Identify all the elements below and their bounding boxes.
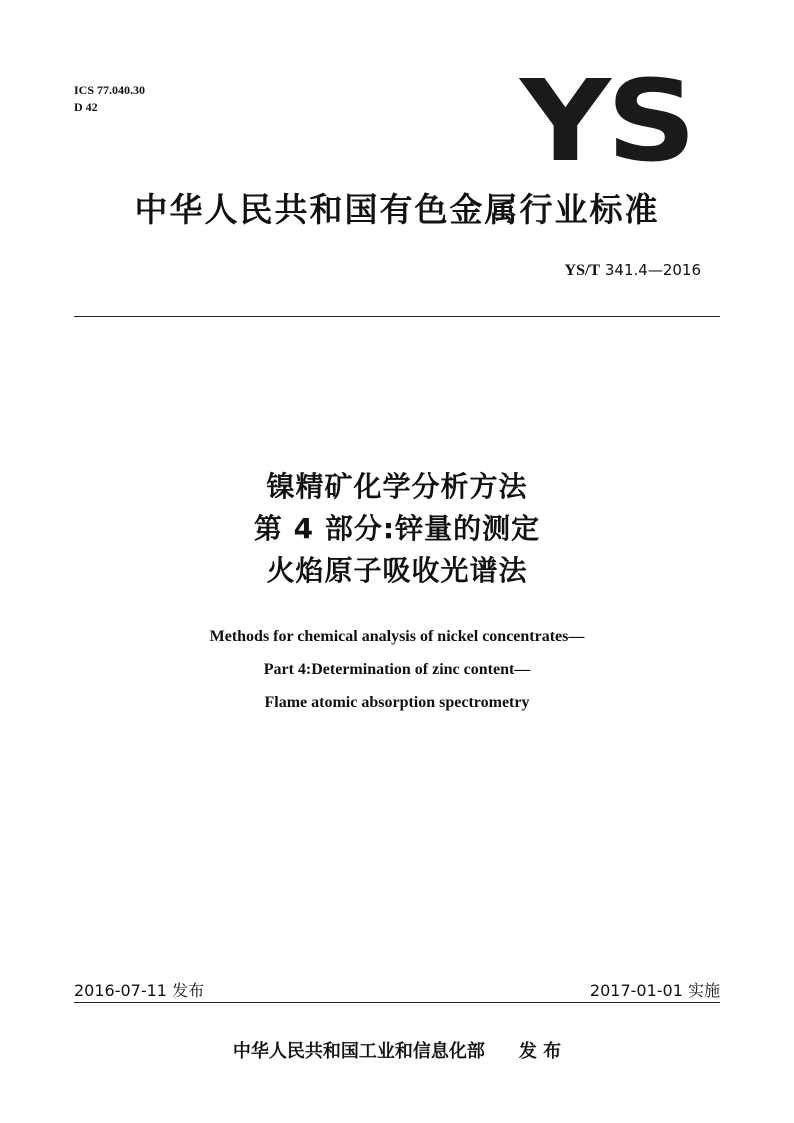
ics-code: ICS 77.040.30 [74, 83, 146, 97]
english-title-line: Flame atomic absorption spectrometry [264, 694, 530, 711]
chinese-title-line: 火焰原子吸收光谱法 [266, 554, 528, 587]
standard-code: 341.4—2016 [604, 261, 701, 279]
standard-prefix: YS/T [564, 262, 601, 279]
english-title-line: Methods for chemical analysis of nickel concentrates— [209, 628, 585, 645]
ccs-code: D 42 [74, 100, 98, 114]
english-title-line: Part 4:Determination of zinc content— [263, 661, 531, 678]
chinese-title [0, 466, 794, 592]
standard-number [565, 260, 701, 281]
bottom-divider [74, 1002, 720, 1003]
issue-label: 发 布 [518, 1041, 562, 1062]
chinese-title-line: 镍精矿化学分析方法 [266, 470, 528, 503]
top-divider [74, 316, 720, 317]
issuer-name: 中华人民共和国工业和信息化部 [232, 1041, 485, 1062]
classification-codes [74, 82, 145, 116]
ys-logo: YS [520, 57, 693, 187]
publish-date: 2016-07-11 发布 [74, 981, 205, 1000]
chinese-title-line: 第 4 部分:锌量的测定 [253, 512, 541, 545]
organization-title: 中华人民共和国有色金属行业标准 [134, 190, 660, 229]
implement-date: 2017-01-01 实施 [589, 981, 720, 1000]
english-title [0, 620, 794, 719]
issuer-line [0, 1040, 794, 1064]
